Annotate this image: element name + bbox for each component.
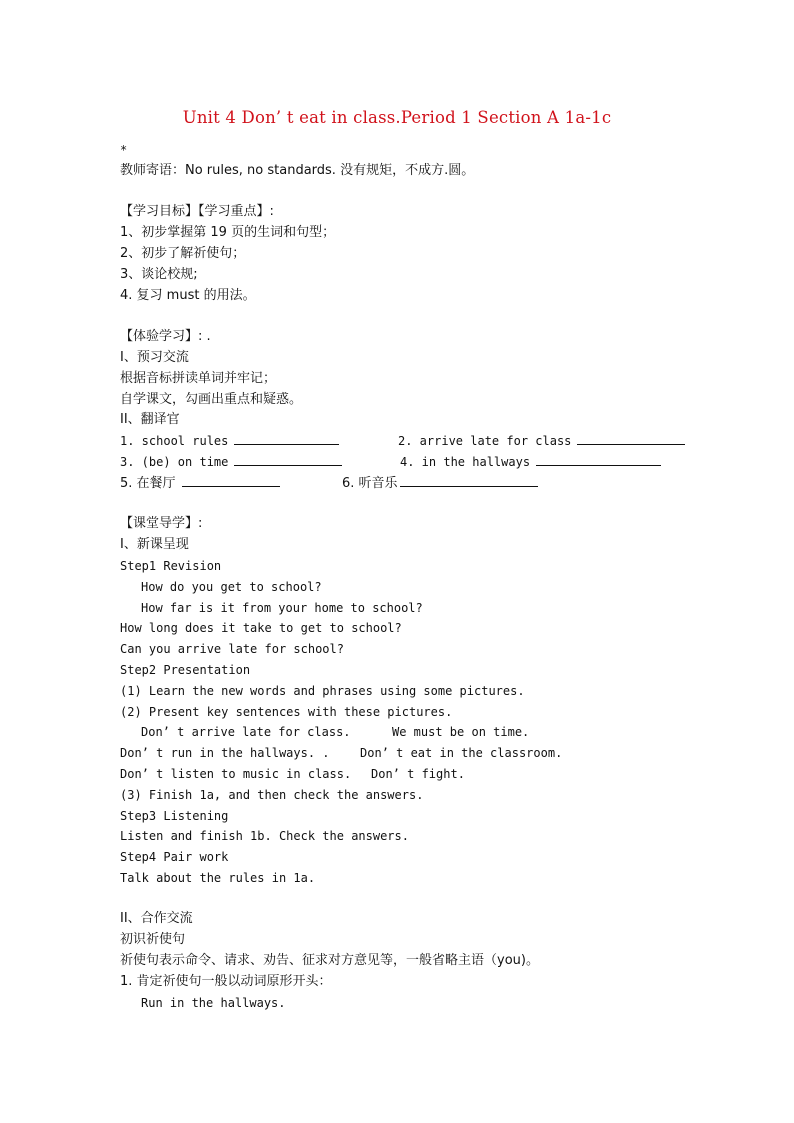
spacer [120,889,720,910]
translate-label: 1. school rules [120,434,229,449]
translate-label: 5. 在餐厅 [120,475,176,491]
step-title: Step3 Listening [120,808,229,823]
translate-label: 3. (be) on time [120,454,229,469]
key-sentence-row [120,722,720,743]
spacer [120,306,720,327]
imperative-title: 初识祈使句 [120,932,186,948]
key-sentence: Don’ t eat in the classroom. [360,746,563,761]
revision-question: How do you get to school? [141,579,322,594]
key-sentence-row [120,743,720,764]
objective-item: 3、谈论校规; [120,266,198,282]
answer-blank[interactable] [234,431,339,445]
teacher-motto: 教师寄语：No rules, no standards. 没有规矩，不成方.圆。 [120,162,475,178]
translate-item [398,431,685,452]
key-sentence-row [120,764,720,785]
translate-row [120,452,720,473]
key-sentence: We must be on time. [392,725,530,740]
page-title: Unit 4 Don’ t eat in class.Period 1 Section A 1a-1c [182,108,612,127]
rule-item: 1. 肯定祈使句一般以动词原形开头： [120,973,332,989]
spacer [120,182,720,203]
presentation-item: (2) Present key sentences with these pictures. [120,704,453,719]
revision-question: How far is it from your home to school? [141,600,423,615]
revision-question: Can you arrive late for school? [120,642,344,657]
step-title: Step4 Pair work [120,850,229,865]
classroom-heading: 【课堂导学】: [120,516,203,532]
key-sentence: Don’ t listen to music in class. [120,766,352,781]
revision-question: How long does it take to get to school? [120,621,402,636]
translate-label: 2. arrive late for class [398,434,572,449]
imperative-description: 祈使句表示命令、请求、劝告、征求对方意见等，一般省略主语（you)。 [120,953,539,969]
translate-title: II、翻译官 [120,412,180,428]
step-text: Talk about the rules in 1a. [120,870,316,885]
answer-blank[interactable] [234,452,342,466]
translate-label: 4. in the hallways [400,454,531,469]
translate-item [120,473,280,495]
document-body [120,140,720,1013]
step-title: Step2 Presentation [120,662,251,677]
translate-row [120,473,720,494]
translate-row [120,431,720,452]
spacer [120,494,720,515]
objective-item: 4. 复习 must 的用法。 [120,287,256,303]
key-sentence: Don’ t arrive late for class. [141,725,351,740]
objective-item: 2、初步了解祈使句； [120,245,246,261]
step-text: Listen and finish 1b. Check the answers. [120,829,409,844]
objectives-heading: 【学习目标】【学习重点】: [120,204,274,220]
experience-heading: 【体验学习】: . [120,329,211,345]
key-sentence: Don’ t fight. [371,766,465,781]
answer-blank[interactable] [400,473,538,487]
preview-line: 根据音标拼读单词并牢记； [120,370,277,386]
translate-item [120,431,339,452]
step-title: Step1 Revision [120,558,222,573]
translate-item [342,473,538,495]
answer-blank[interactable] [182,473,280,487]
preview-line: 自学课文，勾画出重点和疑惑。 [120,391,303,407]
rule-example: Run in the hallways. [141,995,286,1010]
answer-blank[interactable] [536,452,661,466]
preview-title: I、预习交流 [120,349,189,365]
key-sentence: Don’ t run in the hallways. . [120,746,330,761]
star-mark: * [120,143,128,157]
presentation-item: (3) Finish 1a, and then check the answers. [120,787,424,802]
translate-item [400,452,661,473]
translate-item [120,452,342,473]
objective-item: 1、初步掌握第 19 页的生词和句型； [120,225,336,241]
cooperation-title: II、合作交流 [120,911,193,927]
new-lesson-title: I、新课呈现 [120,537,189,553]
presentation-item: (1) Learn the new words and phrases using some pictures. [120,683,525,698]
answer-blank[interactable] [577,431,685,445]
translate-label: 6. 听音乐 [342,475,398,491]
